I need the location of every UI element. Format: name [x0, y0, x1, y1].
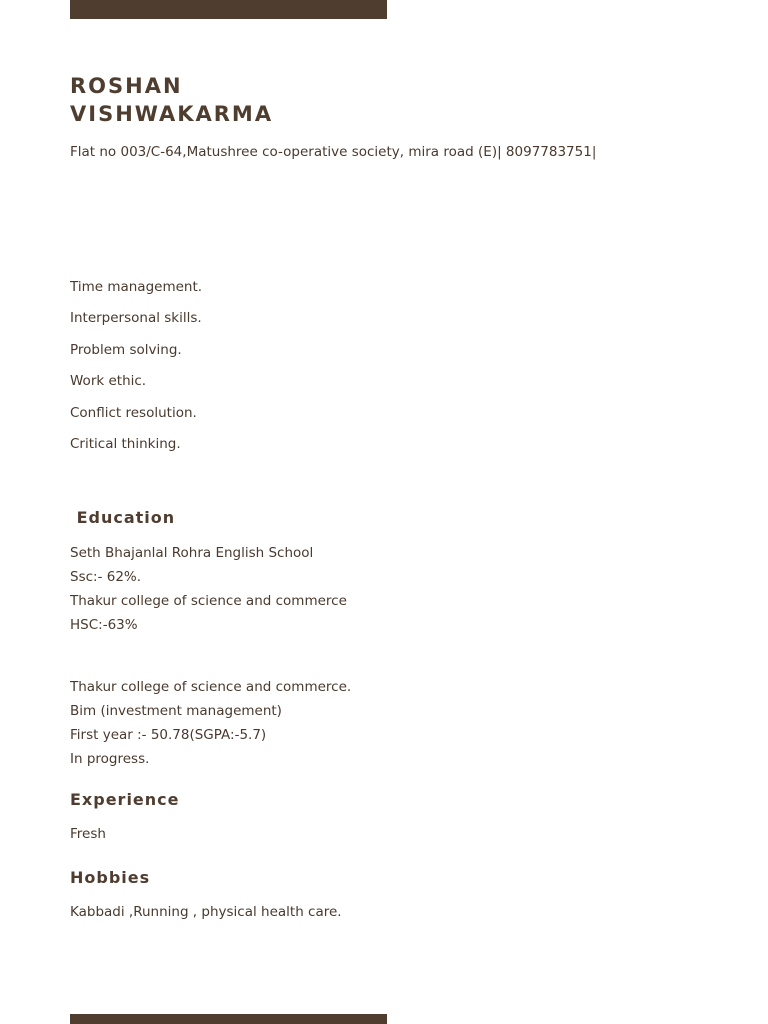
experience-heading: Experience	[70, 790, 180, 809]
top-accent-bar	[70, 0, 387, 19]
hobbies-text: Kabbadi ,Running , physical health care.	[70, 904, 342, 920]
experience-text: Fresh	[70, 826, 106, 842]
education-line: HSC:-63%	[70, 617, 138, 633]
education-line: In progress.	[70, 751, 150, 767]
education-line: Bim (investment management)	[70, 703, 282, 719]
education-line: First year :- 50.78(SGPA:-5.7)	[70, 727, 267, 743]
bottom-accent-bar	[70, 1014, 387, 1024]
skill-item: Critical thinking.	[70, 435, 181, 452]
experience-block	[70, 822, 106, 846]
education-line: Thakur college of science and commerce.	[70, 679, 352, 695]
skill-item: Time management.	[70, 279, 203, 295]
skill-item: Problem solving.	[70, 341, 182, 358]
education-school-block	[70, 541, 347, 637]
contact-address: Flat no 003/C-64,Matushree co-operative society, mira road (E)| 8097783751|	[70, 144, 597, 160]
hobbies-block	[70, 900, 342, 924]
name-first: ROSHAN	[70, 74, 183, 98]
candidate-name	[70, 72, 470, 128]
hobbies-heading: Hobbies	[70, 868, 151, 887]
education-line: Thakur college of science and commerce	[70, 593, 347, 609]
skill-item: Conflict resolution.	[70, 404, 197, 421]
education-line: Seth Bhajanlal Rohra English School	[70, 545, 314, 561]
name-last: VISHWAKARMA	[70, 102, 274, 126]
education-heading: Education	[70, 508, 176, 527]
education-college-block	[70, 675, 351, 771]
skill-item: Work ethic.	[70, 373, 147, 390]
education-line: Ssc:- 62%.	[70, 569, 142, 585]
skill-item: Interpersonal skills.	[70, 310, 202, 327]
skills-list	[70, 278, 202, 466]
